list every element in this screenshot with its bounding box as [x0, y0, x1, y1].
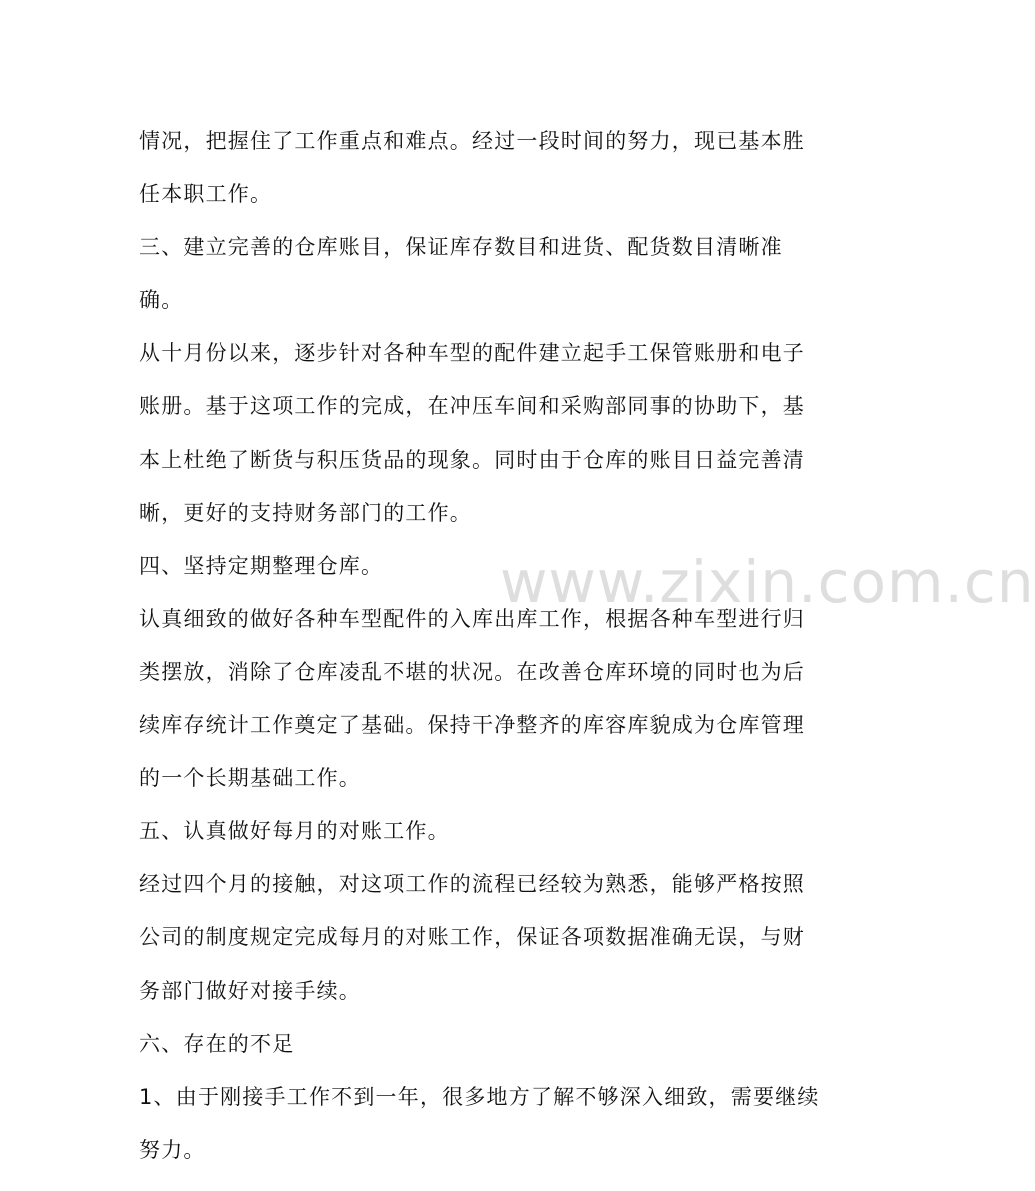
text-line: 类摆放，消除了仓库凌乱不堪的状况。在改善仓库环境的同时也为后 — [139, 659, 805, 684]
text-line: 经过四个月的接触，对这项工作的流程已经较为熟悉，能够严格按照 — [139, 872, 805, 897]
text-line: 的一个长期基础工作。 — [139, 766, 361, 791]
text-line: 续库存统计工作奠定了基础。保持干净整齐的库容库貌成为仓库管理 — [139, 713, 805, 738]
section-heading: 三、建立完善的仓库账目，保证库存数目和进货、配货数目清晰准 — [139, 235, 783, 260]
text-line: 任本职工作。 — [139, 182, 273, 207]
text-line: 公司的制度规定完成每月的对账工作，保证各项数据准确无误，与财 — [139, 925, 805, 950]
text-line: 务部门做好对接手续。 — [139, 978, 361, 1003]
document-body — [139, 115, 820, 1177]
watermark: www.zixin.com.cn — [500, 548, 1035, 616]
text-line: 晰，更好的支持财务部门的工作。 — [139, 500, 472, 525]
text-line: 账册。基于这项工作的完成，在冲压车间和采购部同事的协助下，基 — [139, 394, 805, 419]
section-heading: 五、认真做好每月的对账工作。 — [139, 819, 450, 844]
text-line: 努力。 — [139, 1137, 206, 1162]
text-line: 1、由于刚接手工作不到一年，很多地方了解不够深入细致，需要继续 — [139, 1084, 820, 1109]
text-line: 本上杜绝了断货与积压货品的现象。同时由于仓库的账目日益完善清 — [139, 447, 805, 472]
section-heading: 六、存在的不足 — [139, 1031, 295, 1056]
text-line: 情况，把握住了工作重点和难点。经过一段时间的努力，现已基本胜 — [139, 129, 805, 153]
section-heading: 确。 — [139, 288, 184, 313]
text-line: 认真细致的做好各种车型配件的入库出库工作，根据各种车型进行归 — [139, 606, 805, 631]
text-line: 从十月份以来，逐步针对各种车型的配件建立起手工保管账册和电子 — [139, 341, 805, 366]
section-heading: 四、坚持定期整理仓库。 — [139, 553, 384, 578]
